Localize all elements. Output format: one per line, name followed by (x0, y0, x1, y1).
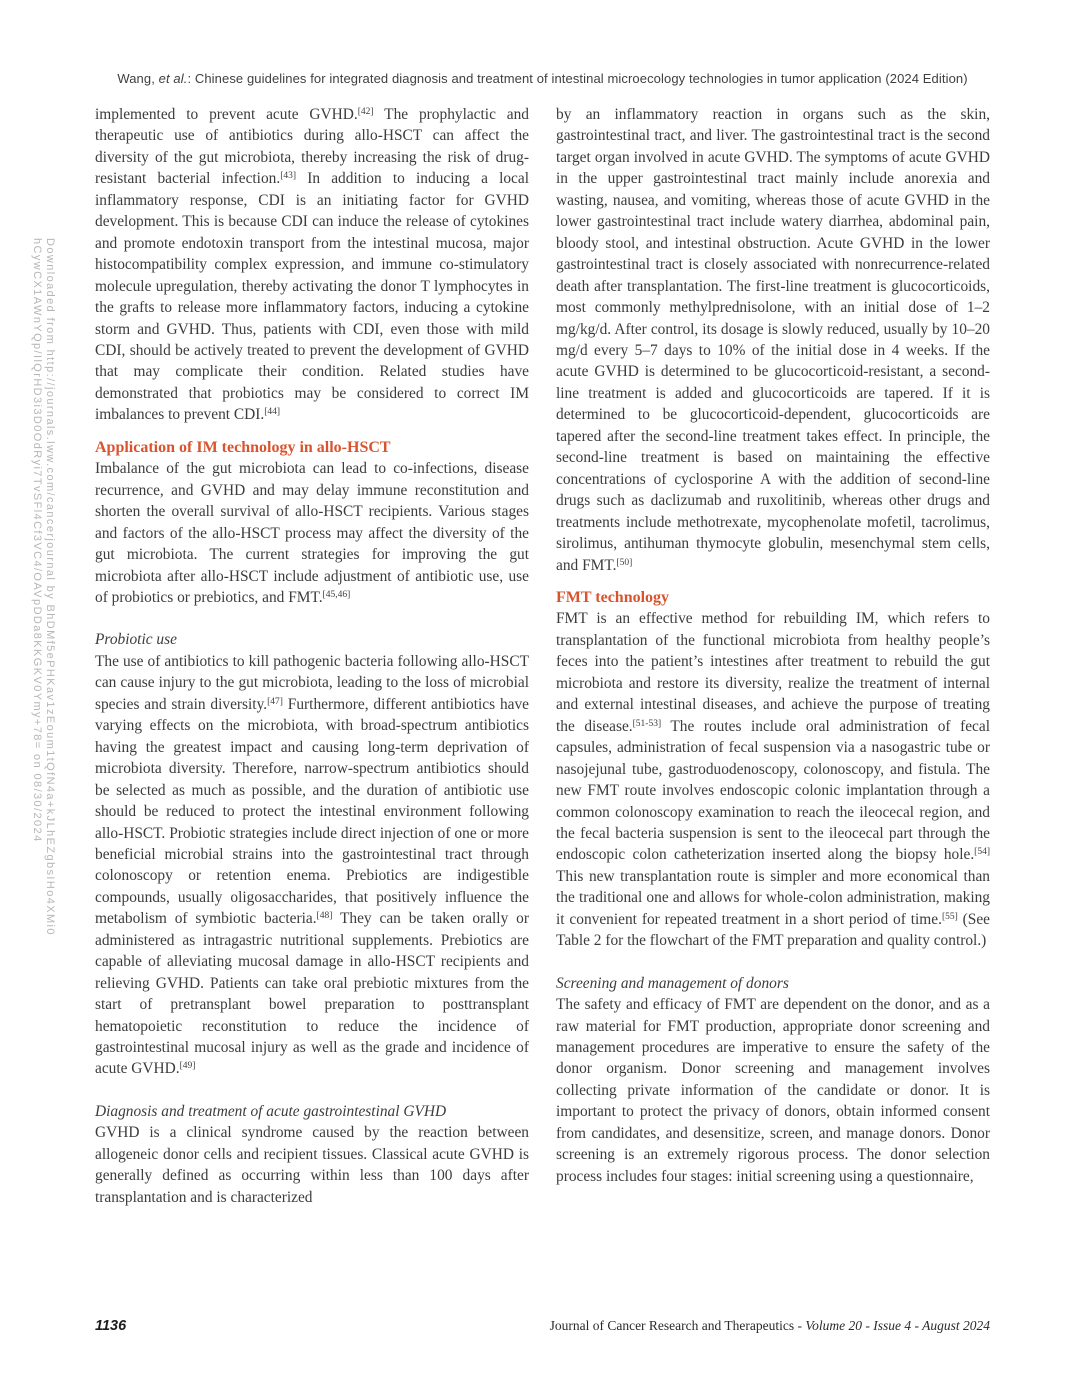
paragraph-gvhd-symptoms-treatment: by an inflammatory reaction in organs such as the skin, gastrointestinal tract, and liver. The gastrointestinal tract is the second target organ involved in acute GVHD. The symptoms of acute GVHD in the upper gastrointestinal tract mainly include anorexia and wasting, nausea, and vomiting, whereas those of acute GVHD in the lower gastrointestinal tract include watery diarrhea, abdominal pain, bloody stool, and intestinal obstruction. Acute GVHD in the lower gastrointestinal tract is closely associated with nonrecurrence-related death after transplantation. The first-line treatment is glucocorticoids, most commonly methylprednisolone, with an initial dose of 1–2 mg/kg/d. After control, its dosage is slowly reduced, usually by 10–20 mg/d every 5–7 days to 10% of the initial dose in 4 weeks. If the acute GVHD is determined to be glucocorticoid-resistant, a second-line treatment is added and glucocorticoids are tapered. If it is determined to be glucocorticoid-dependent, glucocorticoids are tapered after the second-line treatment takes effect. In principle, the second-line treatment is based on maintaining the effective concentrations of cyclosporine A with the addition of second-line drugs such as daclizumab and ruxolitinib, whereas other drugs and treatments include methotrexate, mycophenolate mofetil, tacrolimus, sirolimus, antihuman thymocyte globulin, mesenchymal stem cells, and FMT.[50] (556, 106, 990, 574)
sub-heading-probiotic-use: Probiotic use (95, 631, 177, 649)
page-number: 1136 (95, 1318, 127, 1334)
watermark-line-2: hCywCX1AWnYQp/IlQrHD3i3D0OdRyi7TvSFl4Cf3VC4/OAVpDDa8KKGKV0Ymy+78= on 08/30/2024 (31, 238, 43, 843)
journal-citation (550, 1318, 990, 1334)
journal-issue-info: Volume 20 - Issue 4 - August 2024 (805, 1318, 990, 1333)
section-heading-im-technology-allo-hsct: Application of IM technology in allo-HSCT (95, 438, 391, 456)
watermark-line-1: Downloaded from http://journals.lww.com/cancerjournal by BhDMf5ePHKav1zEoum1tQfN4a+kJLhEZgbsIHo4XMi0 (44, 238, 56, 936)
paragraph-microbiota-imbalance: Imbalance of the gut microbiota can lead to co-infections, disease recurrence, and GVHD and may delay immune reconstitution and shorten the overall survival of allo-HSCT recipients. Various stages and factors of the allo-HSCT process may affect the diversity of the gut microbiota. The current strategies for improving the gut microbiota after allo-HSCT include adjustment of antibiotic use, use of probiotics or prebiotics, and FMT.[45,46] (95, 460, 529, 606)
journal-name: Journal of Cancer Research and Therapeutics (549, 1318, 795, 1333)
paragraph-fmt-method: FMT is an effective method for rebuilding IM, which refers to transplantation of the functional microbiota from healthy people’s feces into the patient’s intestines after treatment to rebuild the gut microbiota and restore its diversity, realize the treatment of internal and external intestinal diseases, and achieve the purpose of treating the disease.[51-53] The routes include oral administration of fecal capsules, administration of fecal suspension via a nasogastric tube or nasojejunal tube, gastroduodenoscopy, colonoscopy, and fistula. The new FMT route involves endoscopic colonic implantation through a common colonoscopy examination to reach the ileocecal region, and the fecal bacteria suspension is sent to the ileocecal part through the endoscopic colon catheterization inserted along the biopsy hole.[54] This new transplantation route is simpler and more economical than the traditional one and allows for whole-colon administration, making it convenient for repeated treatment in a short period of time.[55] (See Table 2 for the flowchart of the FMT preparation and quality control.) (556, 610, 990, 950)
citation-separator: - (794, 1318, 806, 1333)
running-head-title: : Chinese guidelines for integrated diagnosis and treatment of intestinal microecology technologies in tumor application (2024 Edition) (187, 71, 968, 86)
paragraph-gvhd-definition: GVHD is a clinical syndrome caused by the reaction between allogeneic donor cells and recipient tissues. Classical acute GVHD is generally defined as occurring within less than 100 days after transplantation and is characterized (95, 1124, 529, 1206)
page-footer (95, 1318, 990, 1334)
running-head-author: Wang, (117, 71, 159, 86)
paragraph-gvhd-prevention: implemented to prevent acute GVHD.[42] The prophylactic and therapeutic use of antibiotics during allo-HSCT can affect the diversity of the gut microbiota, thereby increasing the risk of drug-resistant bacterial infection.[43] In addition to inducing a local inflammatory response, CDI is an initiating factor for GVHD development. This is because CDI can induce the release of cytokines and promote endotoxin transport from the intestinal mucosa, major histocompatibility complex expression, and immune co-stimulatory molecule upregulation, thereby activating the donor T lymphocytes in the grafts to release more inflammatory factors, inducing a cytokine storm and GVHD. Thus, patients with CDI, even those with mild CDI, should be actively treated to prevent the development of GVHD that may complicate their condition. Related studies have demonstrated that probiotics may be considered to correct IM imbalances to prevent CDI.[44] (95, 106, 530, 424)
download-watermark (30, 238, 56, 936)
text-columns (95, 104, 990, 1208)
right-column (556, 104, 990, 1208)
left-column (95, 104, 529, 1208)
running-head-etal: et al. (158, 71, 188, 86)
paragraph-probiotic-use: The use of antibiotics to kill pathogenic bacteria following allo-HSCT can cause injury to the gut microbiota, leading to the loss of microbial species and strain diversity.[47] Furthermore, different antibiotics have varying effects on the microbiota, with broad-spectrum antibiotics having the greatest impact and causing long-term deprivation of microbiota diversity. Therefore, narrow-spectrum antibiotics should be selected as much as possible, and the duration of antibiotic use should be reduced to protect the intestinal environment following allo-HSCT. Probiotic strategies include direct injection of one or more beneficial microbial strains into the gastrointestinal tract through colonoscopy or retention enema. Prebiotics are indigestible compounds, usually oligosaccharides, that positively influence the metabolism of symbiotic bacteria.[48] They can be taken orally or administered as intragastric nutritional supplements. Prebiotics are capable of alleviating mucosal damage in allo-HSCT recipients and relieving GVHD. Patients can take oral prebiotic mixtures from the start of pretransplant bowel preparation to posttransplant hematopoietic reconstitution to reduce the incidence of gastrointestinal mucosal injury as well as the grade and incidence of acute GVHD.[49] (95, 652, 530, 1078)
running-head (95, 71, 990, 86)
sub-heading-donor-screening: Screening and management of donors (556, 974, 789, 992)
sub-heading-diagnosis-treatment-gvhd: Diagnosis and treatment of acute gastrointestinal GVHD (95, 1102, 447, 1120)
section-heading-fmt-technology: FMT technology (556, 588, 670, 606)
paragraph-donor-screening: The safety and efficacy of FMT are dependent on the donor, and as a raw material for FMT production, appropriate donor screening and management procedures are imperative to ensure the safety of the donor organism. Donor screening and management involves collecting private information of the candidate or donor. It is important to protect the privacy of donors, obtain informed consent from candidates, and desensitize, screen, and manage donors. Donor screening is an extremely rigorous process. The donor selection process includes four stages: initial screening using a questionnaire, (556, 996, 990, 1185)
